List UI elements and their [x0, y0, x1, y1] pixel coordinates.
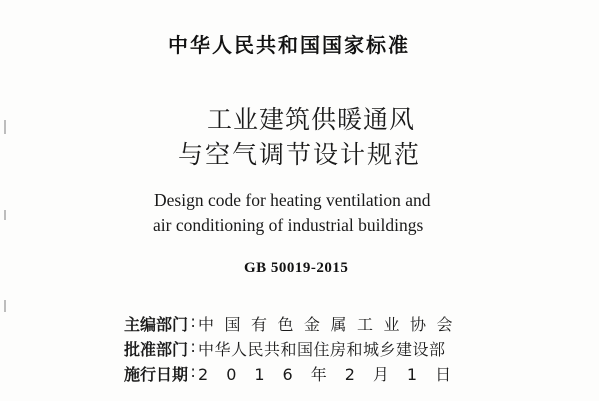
scan-edge-mark — [4, 120, 6, 134]
effective-label: 施行日期 — [124, 365, 189, 384]
effective-colon: : — [190, 362, 196, 381]
editor-department-row — [124, 312, 463, 335]
english-title-line-2: air conditioning of industrial buildings — [153, 215, 424, 235]
effective-value: 2016年2月1日 — [198, 365, 470, 384]
chinese-title-line-2: 与空气调节设计规范 — [178, 140, 422, 169]
chinese-title-line-1: 工业建筑供暖通风 — [207, 105, 416, 134]
standard-code: GB 50019-2015 — [244, 260, 349, 276]
approver-department-row — [124, 337, 446, 360]
english-title-line-1: Design code for heating ventilation and — [154, 190, 431, 210]
national-standard-heading: 中华人民共和国国家标准 — [168, 33, 410, 57]
effective-date-row — [124, 362, 469, 385]
approver-value: 中华人民共和国住房和城乡建设部 — [198, 340, 446, 359]
editor-value: 中国有色金属工业协会 — [198, 315, 464, 334]
approver-colon: : — [190, 337, 196, 356]
editor-label: 主编部门 — [124, 315, 189, 334]
approver-label: 批准部门 — [124, 340, 189, 359]
scan-edge-mark — [4, 300, 6, 312]
editor-colon: : — [190, 312, 196, 331]
scan-edge-mark — [4, 210, 6, 220]
